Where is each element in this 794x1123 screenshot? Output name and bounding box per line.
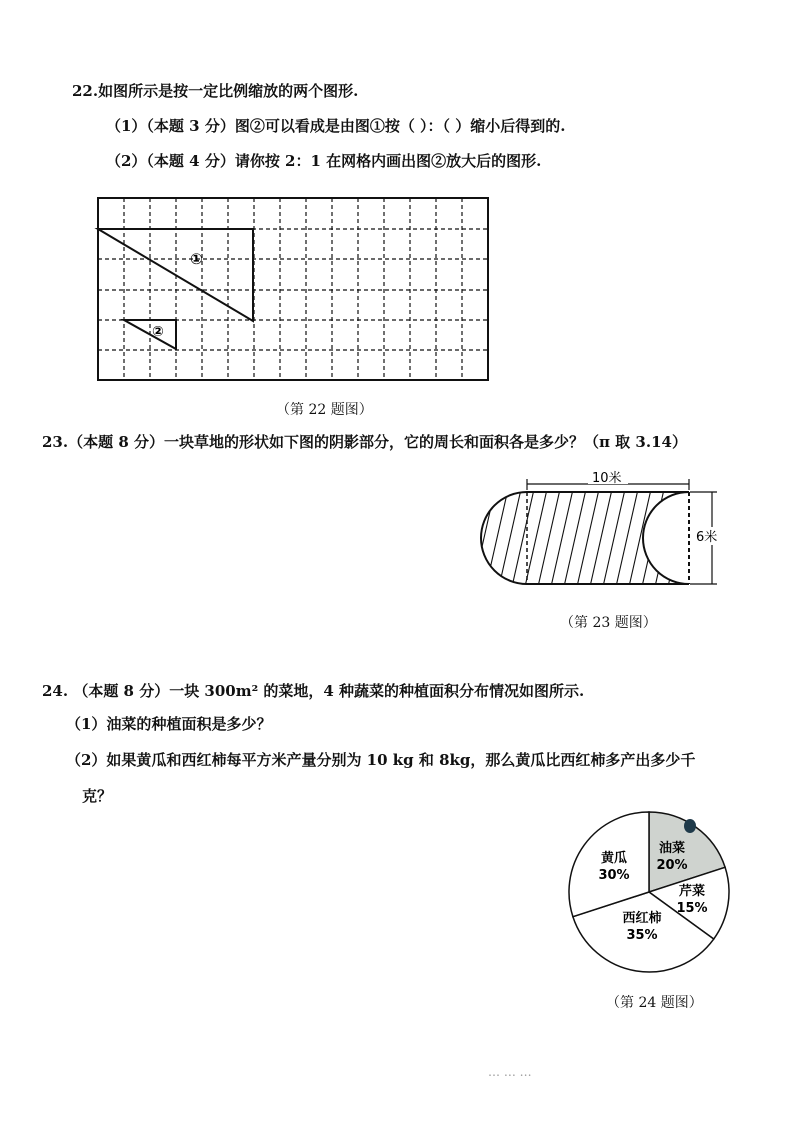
q24-part2-line2: 克？ [82, 787, 113, 805]
footer-smudge: … … … [488, 1065, 532, 1079]
ink-blot [684, 819, 696, 833]
pie-label-3: 黄瓜 [600, 851, 628, 866]
q23-title: 23.（本题 8 分）一块草地的形状如下图的阴影部分，它的周长和面积各是多少？（π 取 3.14） [42, 433, 687, 451]
q22-part1: （1）（本题 3 分）图②可以看成是由图①按（ ）：（ ）缩小后得到的. [106, 117, 566, 135]
pie-label-1: 芹菜 [678, 884, 706, 899]
q24-part2-line1: （2）如果黄瓜和西红柿每平方米产量分别为 10 kg 和 8kg，那么黄瓜比西红柿多产出多少千 [66, 751, 696, 769]
pie-percent-1: 15% [676, 901, 708, 916]
q22-part2: （2）（本题 4 分）请你按 2：1 在网格内画出图②放大后的图形. [106, 152, 542, 170]
q23-caption: （第 23 题图） [560, 615, 657, 631]
q24-caption: （第 24 题图） [606, 995, 703, 1011]
height-label: 6米 [696, 530, 718, 545]
figure-1-label: ① [190, 250, 203, 268]
pie-label-0: 油菜 [658, 841, 686, 856]
pie-percent-3: 30% [598, 868, 630, 883]
q22-title: 22.如图所示是按一定比例缩放的两个图形. [72, 82, 359, 100]
pie-percent-2: 35% [626, 928, 658, 943]
q22-caption: （第 22 题图） [276, 402, 373, 418]
pie-percent-0: 20% [656, 858, 688, 873]
pie-label-2: 西红柿 [622, 911, 662, 926]
width-label: 10米 [592, 471, 622, 486]
q24-title: 24. （本题 8 分）一块 300m² 的菜地，4 种蔬菜的种植面积分布情况如图所示. [42, 682, 585, 700]
figure-2-label: ② [152, 324, 164, 340]
q24-part1: （1）油菜的种植面积是多少？ [66, 715, 272, 733]
